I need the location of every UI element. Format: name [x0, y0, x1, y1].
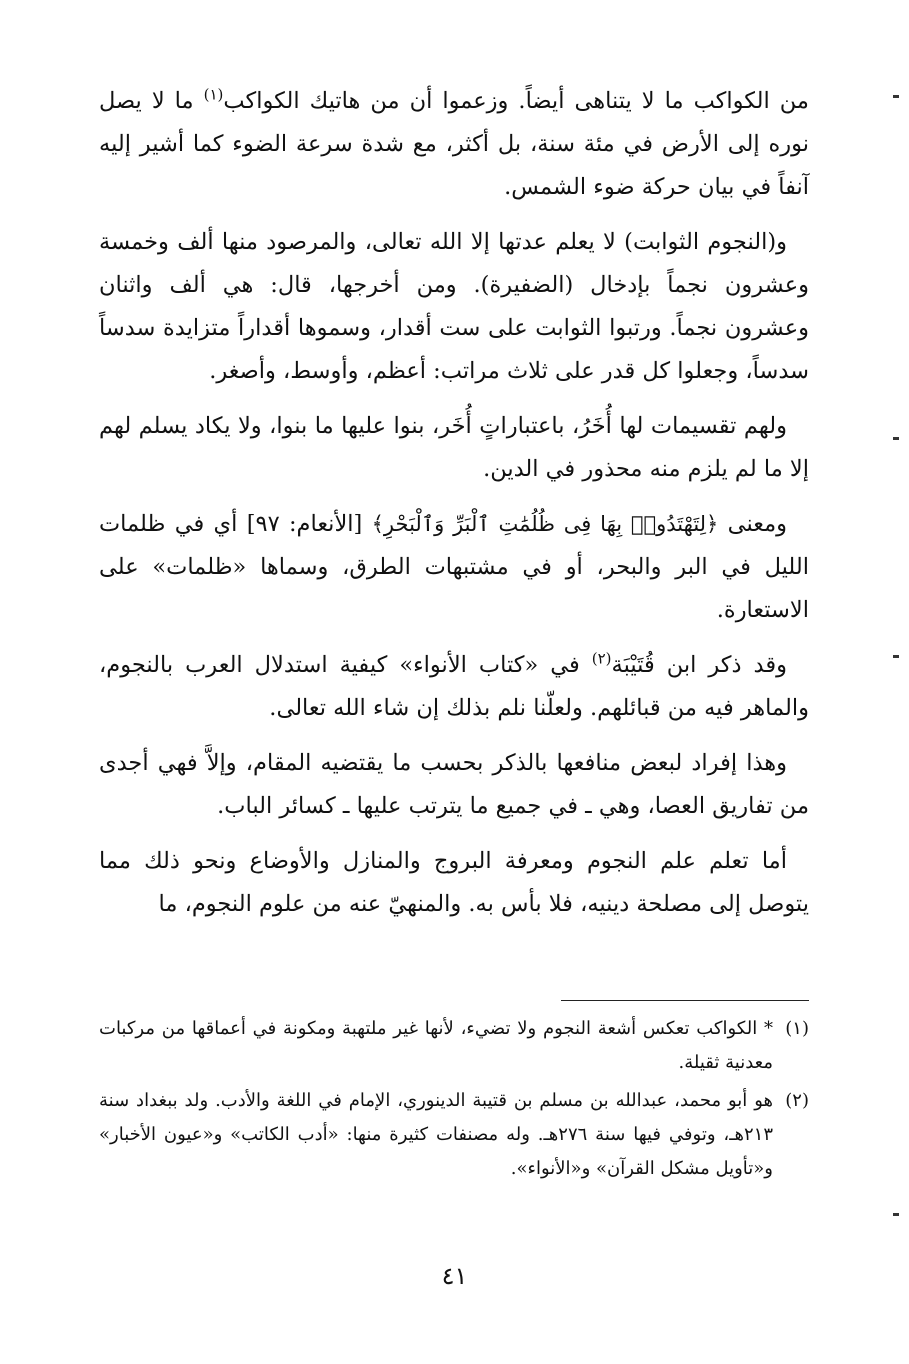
paragraph-7: أما تعلم علم النجوم ومعرفة البروج والمنازل والأوضاع ونحو ذلك مما يتوصل إلى مصلحة دينيه، فلا بأس به. والمنهيّ عنه من علوم النجوم، ما	[99, 848, 809, 917]
quran-verse: ﴿لِتَهْتَدُوا۟ بِهَا فِى ظُلُمَٰتِ ٱلْبَرِّ وَٱلْبَحْرِ﴾	[371, 512, 719, 536]
footnotes	[99, 1012, 809, 1190]
footnote-ref-2: (٢)	[591, 649, 612, 668]
footnote-divider	[561, 1000, 809, 1001]
paragraph-1	[99, 80, 809, 209]
footnote-1	[99, 1012, 809, 1080]
footnote-2	[99, 1084, 809, 1186]
footnote-2-text: هو أبو محمد، عبدالله بن مسلم بن قتيبة الدينوري، الإمام في اللغة والأدب. ولد ببغداد سنة ٢١٣هـ، وتوفي فيها سنة ٢٧٦هـ. وله مصنفات كثيرة منها: «أدب الكاتب» و«عيون الأخبار» و«تأويل مشكل القرآن» و«الأنواء».	[99, 1090, 773, 1179]
paragraph-4	[99, 503, 809, 632]
footnote-ref-1: (١)	[203, 85, 224, 104]
paragraph-5	[99, 644, 809, 730]
footnote-1-text: * الكواكب تعكس أشعة النجوم ولا تضيء، لأنها غير ملتهبة ومكونة في أعماقها من مركبات معدنية ثقيلة.	[99, 1018, 773, 1073]
paragraph-6: وهذا إفراد لبعض منافعها بالذكر بحسب ما يقتضيه المقام، وإلاَّ فهي أجدى من تفاريق العصا، وهي ـ في جميع ما يترتب عليها ـ كسائر الباب.	[99, 750, 809, 819]
paragraph-3: ولهم تقسيمات لها أُخَرُ، باعتباراتٍ أُخَر، بنوا عليها ما بنوا، ولا يكاد يسلم لهم إلا ما لم يلزم منه محذور في الدين.	[99, 413, 809, 482]
page-number: ٤١	[441, 1262, 468, 1290]
margin-scan-mark	[893, 1213, 899, 1216]
main-text	[99, 80, 809, 938]
paragraph-1-text-before: من الكواكب ما لا يتناهى أيضاً. وزعموا أن من هاتيك الكواكب	[223, 88, 809, 114]
footnote-2-number: (٢)	[785, 1090, 809, 1111]
paragraph-2: و(النجوم الثوابت) لا يعلم عدتها إلا الله تعالى، والمرصود منها ألف وخمسة وعشرون نجماً بإدخال (الضفيرة). ومن أخرجها، قال: هي ألف واثنان وعشرون نجماً. ورتبوا الثوابت على ست أقدار، وسموها أقداراً متزايدة سدساً سدساً، وجعلوا كل قدر على ثلاث مراتب: أعظم، وأوسط، وأصغر.	[99, 229, 809, 384]
margin-scan-mark	[893, 437, 899, 440]
margin-scan-mark	[893, 655, 899, 658]
margin-scan-mark	[893, 95, 899, 98]
paragraph-5-text-after: في «كتاب الأنواء» كيفية استدلال العرب بالنجوم، والماهر فيه من قبائلهم. ولعلّنا نلم بذلك إن شاء الله تعالى.	[99, 652, 809, 721]
paragraph-1-text-after: ما لا يصل نوره إلى الأرض في مئة سنة، بل أكثر، مع شدة سرعة الضوء كما أشير إليه آنفاً في بيان حركة ضوء الشمس.	[99, 88, 809, 200]
paragraph-4-text-after: [الأنعام: ٩٧] أي في ظلمات الليل في البر والبحر، أو في مشتبهات الطرق، وسماها «ظلمات» على الاستعارة.	[99, 511, 809, 623]
paragraph-5-text-before: وقد ذكر ابن قُتَيْبَة	[611, 652, 787, 678]
paragraph-4-text-before: ومعنى	[718, 511, 787, 537]
footnote-1-number: (١)	[785, 1018, 809, 1039]
